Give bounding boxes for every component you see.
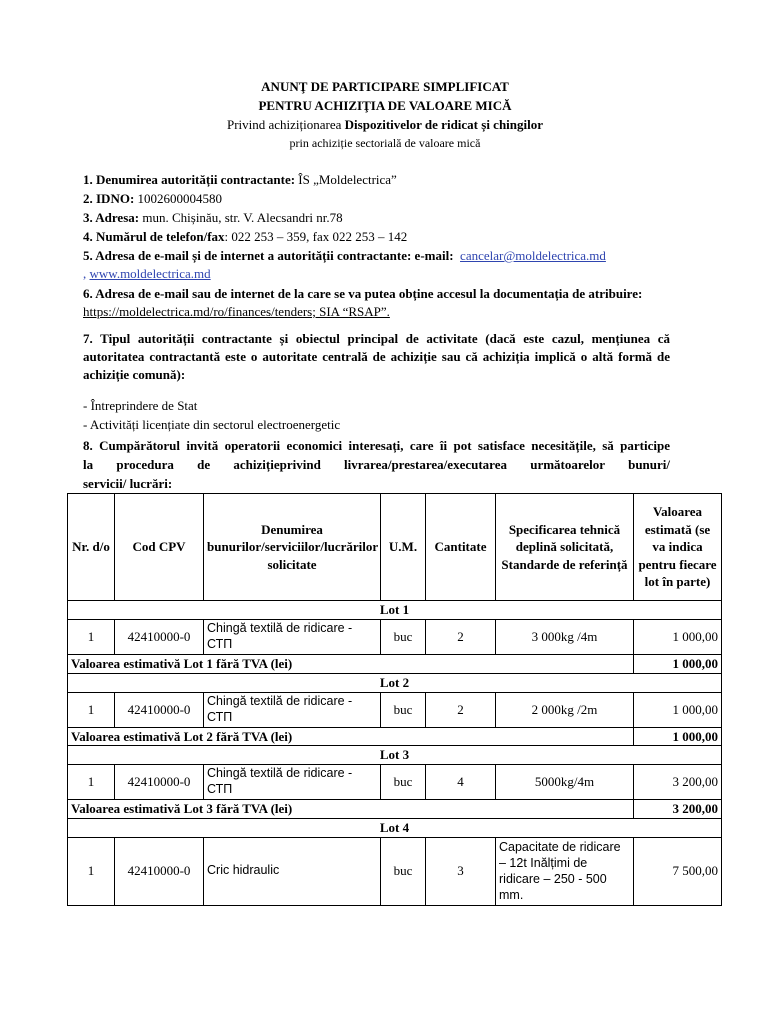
cell-cpv: 42410000-0	[115, 620, 204, 655]
item-3	[83, 209, 670, 227]
table-header-row	[68, 494, 722, 601]
cell-name: Chingă textilă de ridicare - СТП	[204, 692, 381, 727]
cell-cpv: 42410000-0	[115, 837, 204, 905]
procurement-table	[67, 493, 722, 906]
cell-nr: 1	[68, 620, 115, 655]
header-value: Valoarea estimată (se va indica pentru fiecare lot în parte)	[634, 494, 722, 601]
header-nr: Nr. d/o	[68, 494, 115, 601]
lot-total-value: 3 200,00	[634, 800, 722, 819]
table-row	[68, 620, 722, 655]
item-7-text: 7. Tipul autorității contractante și obiectul principal de activitate (dacă este cazul, mențiunea că autoritatea contractantă este o autoritate centrală de achiziție sau că achiziția implică o altă formă de achiziție comună):	[83, 331, 670, 383]
lot-total-label: Valoarea estimativă Lot 2 fără TVA (lei)	[68, 727, 634, 746]
cell-spec: 5000kg/4m	[496, 765, 634, 800]
cell-value: 7 500,00	[634, 837, 722, 905]
cell-um: buc	[381, 765, 426, 800]
tender-docs-link[interactable]: https://moldelectrica.md/ro/finances/tenders; SIA “RSAP”.	[83, 303, 390, 319]
cell-spec: 2 000kg /2m	[496, 692, 634, 727]
item-2-value: 1002600004580	[134, 191, 223, 206]
cell-qty: 4	[426, 765, 496, 800]
lot-row	[68, 818, 722, 837]
item-5	[83, 247, 683, 282]
cell-name: Cric hidraulic	[204, 837, 381, 905]
cell-name: Chingă textilă de ridicare - СТП	[204, 765, 381, 800]
cell-qty: 2	[426, 692, 496, 727]
cell-spec: 3 000kg /4m	[496, 620, 634, 655]
cell-cpv: 42410000-0	[115, 765, 204, 800]
header-cpv: Cod CPV	[115, 494, 204, 601]
website-link[interactable]: www.moldelectrica.md	[89, 265, 211, 281]
procurement-type: prin achiziție sectorială de valoare mică	[289, 136, 481, 150]
item-4	[83, 228, 670, 246]
email-link[interactable]: cancelar@moldelectrica.md	[460, 248, 606, 263]
cell-nr: 1	[68, 765, 115, 800]
item-7-bullet-2: - Activități licențiate din sectorul electroenergetic	[83, 417, 341, 432]
item-2	[83, 190, 670, 208]
cell-name: Chingă textilă de ridicare - СТП	[204, 620, 381, 655]
header-name: Denumirea bunurilor/serviciilor/lucrărilor solicitate	[204, 494, 381, 601]
cell-um: buc	[381, 620, 426, 655]
item-2-label: 2. IDNO:	[83, 191, 135, 206]
lot-total-label: Valoarea estimativă Lot 3 fără TVA (lei)	[68, 800, 634, 819]
cell-qty: 3	[426, 837, 496, 905]
cell-value: 1 000,00	[634, 692, 722, 727]
item-3-label: 3. Adresa:	[83, 210, 140, 225]
item-6	[83, 285, 683, 320]
item-1-value: ÎS „Moldelectrica”	[295, 172, 397, 187]
lot-total-row	[68, 655, 722, 674]
cell-um: buc	[381, 692, 426, 727]
lot-row	[68, 601, 722, 620]
item-8-line-2: la procedura de achizițieprivind livrarea/prestarea/executarea următoarelor bunuri/	[83, 457, 670, 472]
item-1-label: 1. Denumirea autorității contractante:	[83, 172, 296, 187]
lot-label: Lot 3	[68, 746, 722, 765]
lot-total-row	[68, 800, 722, 819]
item-5-separator: ,	[83, 265, 90, 281]
cell-cpv: 42410000-0	[115, 692, 204, 727]
announcement-title: ANUNŢ DE PARTICIPARE SIMPLIFICAT	[261, 79, 509, 94]
lot-total-value: 1 000,00	[634, 727, 722, 746]
item-3-value: mun. Chișinău, str. V. Alecsandri nr.78	[139, 210, 343, 225]
header-um: U.M.	[381, 494, 426, 601]
item-1	[83, 171, 670, 189]
procurement-object	[0, 116, 770, 134]
procurement-object-prefix: Privind achiziționarea	[226, 117, 345, 132]
lot-row	[68, 673, 722, 692]
header-qty: Cantitate	[426, 494, 496, 601]
table-row	[68, 692, 722, 727]
cell-nr: 1	[68, 692, 115, 727]
procurement-object-name: Dispozitivelor de ridicat și chingilor	[344, 117, 544, 132]
table-row	[68, 837, 722, 905]
table-row	[68, 765, 722, 800]
cell-spec: Capacitate de ridicare – 12t Inălțimi de ridicare – 250 - 500 mm.	[496, 837, 634, 905]
lot-row	[68, 746, 722, 765]
lot-total-row	[68, 727, 722, 746]
item-8-line-3: servicii/ lucrări:	[83, 476, 173, 491]
item-8-line-1: 8. Cumpărătorul invită operatorii economici interesați, care îi pot satisface necesitățile, să participe	[83, 438, 670, 453]
item-4-label: 4. Numărul de telefon/fax	[83, 229, 225, 244]
lot-label: Lot 4	[68, 818, 722, 837]
cell-um: buc	[381, 837, 426, 905]
lot-total-label: Valoarea estimativă Lot 1 fără TVA (lei)	[68, 655, 634, 674]
cell-nr: 1	[68, 837, 115, 905]
cell-qty: 2	[426, 620, 496, 655]
cell-value: 3 200,00	[634, 765, 722, 800]
cell-value: 1 000,00	[634, 620, 722, 655]
lot-total-value: 1 000,00	[634, 655, 722, 674]
lot-label: Lot 2	[68, 673, 722, 692]
item-4-value: : 022 253 – 359, fax 022 253 – 142	[224, 229, 408, 244]
item-7-bullet-1: - Întreprindere de Stat	[83, 398, 198, 413]
item-7	[83, 330, 670, 385]
header-spec: Specificarea tehnică deplină solicitată, Standarde de referință	[496, 494, 634, 601]
item-6-label: 6. Adresa de e-mail sau de internet de la care se va putea obține accesul la documentația de atribuire:	[83, 286, 643, 301]
announcement-subtitle: PENTRU ACHIZIŢIA DE VALOARE MICĂ	[258, 98, 512, 113]
item-5-label: 5. Adresa de e-mail și de internet a autorității contractante: e-mail:	[83, 248, 454, 263]
lot-label: Lot 1	[68, 601, 722, 620]
